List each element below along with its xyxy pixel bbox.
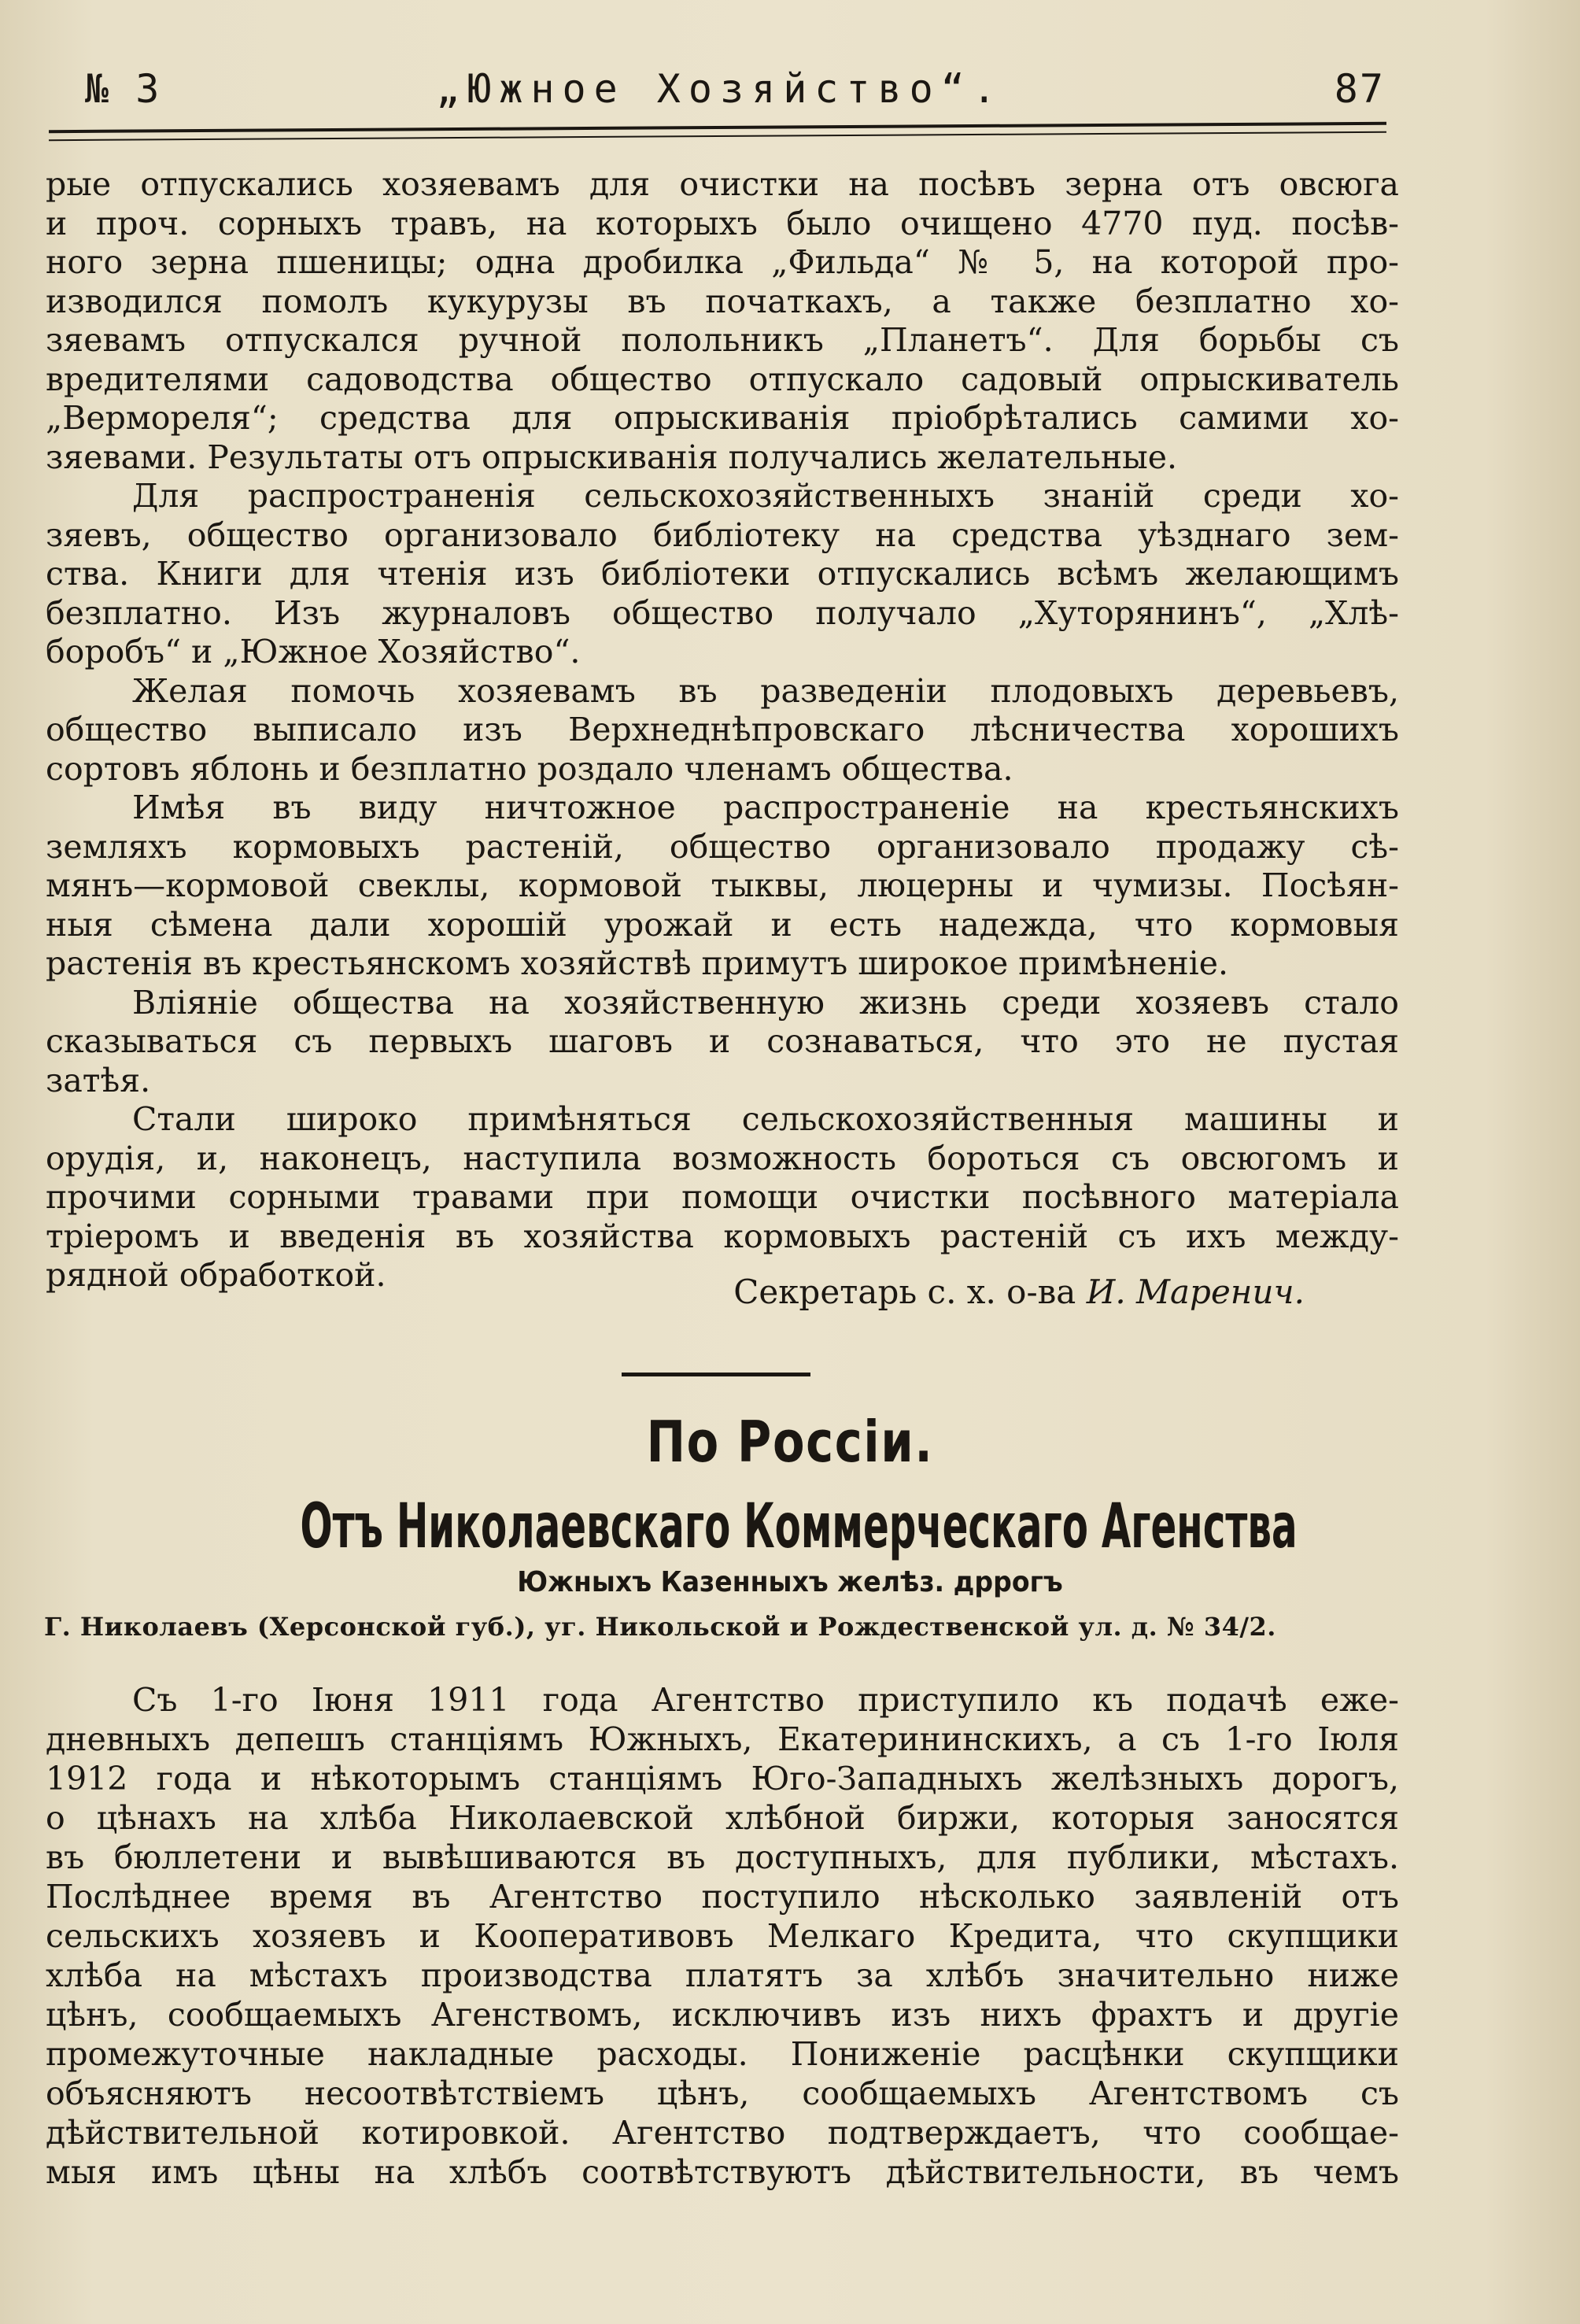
issue-number: № 3 bbox=[85, 66, 161, 112]
article-subtitle: Южныхъ Казенныхъ желѣз. дррогъ bbox=[517, 1566, 1063, 1598]
section-heading: По Россіи. bbox=[646, 1409, 934, 1475]
article-body-bottom bbox=[46, 1680, 1399, 2192]
text-line: зяевами. Результаты отъ опрыскиванія получались желательные. bbox=[46, 438, 1178, 476]
article-body-top bbox=[46, 165, 1399, 1295]
text-line: зяевъ, общество организовало библіотеку на средства уѣзднаго зем- bbox=[46, 515, 1399, 554]
text-line: рядной обработкой. bbox=[46, 1256, 386, 1294]
text-line: „Вермореля“; средства для опрыскиванія пріобрѣтались самими хо- bbox=[46, 399, 1399, 437]
text-line: затѣя. bbox=[46, 1061, 151, 1099]
text-line: Послѣднее время въ Агентство поступило нѣсколько заявленій отъ bbox=[46, 1878, 1399, 1916]
text-line: общество выписало изъ Верхнеднѣпровскаго лѣсничества хорошихъ bbox=[46, 711, 1399, 748]
text-line: безплатно. Изъ журналовъ общество получало „Хуторянинъ“, „Хлѣ- bbox=[46, 593, 1399, 632]
journal-title: „Южное Хозяйство“. bbox=[436, 66, 1004, 112]
text-line: дѣйствительной котировкой. Агентство подтверждаетъ, что сообщае- bbox=[46, 2114, 1399, 2152]
text-line: сказываться съ первыхъ шаговъ и сознаваться, что это не пустая bbox=[46, 1022, 1399, 1060]
text-line: сортовъ яблонь и безплатно роздало членамъ общества. bbox=[46, 749, 1013, 788]
text-line: промежуточные накладные расходы. Пониженіе расцѣнки скупщики bbox=[46, 2035, 1399, 2073]
text-line: рые отпускались хозяевамъ для очистки на посѣвъ зерна отъ овсюга bbox=[46, 165, 1399, 203]
text-line: о цѣнахъ на хлѣба Николаевской хлѣбной биржи, которыя заносятся bbox=[46, 1799, 1399, 1837]
running-header bbox=[47, 66, 1393, 121]
text-line: земляхъ кормовыхъ растеній, общество организовало продажу сѣ- bbox=[46, 827, 1399, 866]
text-line: вредителями садоводства общество отпускало садовый опрыскиватель bbox=[46, 360, 1399, 398]
text-line: и проч. сорныхъ травъ, на которыхъ было очищено 4770 пуд. посѣв- bbox=[46, 204, 1399, 242]
text-line: Вліяніе общества на хозяйственную жизнь среди хозяевъ стало bbox=[132, 983, 1399, 1022]
text-line: ства. Книги для чтенія изъ библіотеки отпускались всѣмъ желающимъ bbox=[46, 555, 1399, 593]
page-number: 87 bbox=[1334, 66, 1385, 112]
signature-name: И. Маренич. bbox=[1086, 1273, 1305, 1311]
text-line: зяевамъ отпускался ручной полольникъ „Планетъ“. Для борьбы съ bbox=[46, 321, 1399, 359]
header-rule-thin bbox=[49, 131, 1386, 141]
text-line: мянъ—кормовой свеклы, кормовой тыквы, люцерны и чумизы. Посѣян- bbox=[46, 866, 1399, 904]
section-divider bbox=[622, 1373, 810, 1376]
text-line: Для распространенія сельскохозяйственныхъ знаній среди хо- bbox=[132, 477, 1399, 515]
article-address: Г. Николаевъ (Херсонской губ.), уг. Никольской и Рождественской ул. д. № 34/2. bbox=[44, 1612, 1276, 1642]
text-line: мыя имъ цѣны на хлѣбъ соотвѣтствуютъ дѣйствительности, въ чемъ bbox=[46, 2153, 1399, 2191]
text-line: ныя сѣмена дали хорошій урожай и есть надежда, что кормовыя bbox=[46, 905, 1399, 944]
text-line: Съ 1-го Іюня 1911 года Агентство приступило къ подачѣ еже- bbox=[132, 1681, 1399, 1719]
text-line: орудія, и, наконецъ, наступила возможность бороться съ овсюгомъ и bbox=[46, 1139, 1399, 1177]
text-line: тріеромъ и введенія въ хозяйства кормовыхъ растеній съ ихъ между- bbox=[46, 1217, 1399, 1255]
text-line: прочими сорными травами при помощи очистки посѣвного матеріала bbox=[46, 1178, 1399, 1216]
text-line: Стали широко примѣняться сельскохозяйственныя машины и bbox=[132, 1100, 1399, 1138]
text-line: Желая помочь хозяевамъ въ разведеніи плодовыхъ деревьевъ, bbox=[132, 671, 1399, 710]
text-line: сельскихъ хозяевъ и Кооперативовъ Мелкаго Кредита, что скупщики bbox=[46, 1917, 1399, 1955]
text-line: ного зерна пшеницы; одна дробилка „Фильда“ № 5, на которой про- bbox=[46, 243, 1399, 281]
text-line: изводился помолъ кукурузы въ початкахъ, а также безплатно хо- bbox=[46, 282, 1399, 320]
text-line: Имѣя въ виду ничтожное распространеніе на крестьянскихъ bbox=[132, 789, 1399, 826]
text-line: растенія въ крестьянскомъ хозяйствѣ примутъ широкое примѣненіе. bbox=[46, 944, 1229, 982]
text-line: цѣнъ, сообщаемыхъ Агенствомъ, исключивъ изъ нихъ фрахтъ и другіе bbox=[46, 1996, 1399, 2034]
text-line: въ бюллетени и вывѣшиваются въ доступныхъ, для публики, мѣстахъ. bbox=[46, 1838, 1399, 1876]
text-line: объясняютъ несоотвѣтствіемъ цѣнъ, сообщаемыхъ Агентствомъ съ bbox=[46, 2075, 1399, 2112]
signature bbox=[46, 1273, 1305, 1311]
header-rule-thick bbox=[49, 122, 1386, 133]
text-line: боробъ“ и „Южное Хозяйство“. bbox=[46, 633, 581, 671]
signature-prefix: Секретарь с. х. о-ва bbox=[733, 1273, 1076, 1311]
text-line: дневныхъ депешъ станціямъ Южныхъ, Екатерининскихъ, а съ 1-го Іюля bbox=[46, 1720, 1399, 1758]
text-line: хлѣба на мѣстахъ производства платятъ за хлѣбъ значительно ниже bbox=[46, 1956, 1399, 1994]
article-title: Отъ Николаевскаго Коммерческаго Агенства bbox=[300, 1491, 1298, 1562]
text-line: 1912 года и нѣкоторымъ станціямъ Юго-Западныхъ желѣзныхъ дорогъ, bbox=[46, 1760, 1399, 1797]
